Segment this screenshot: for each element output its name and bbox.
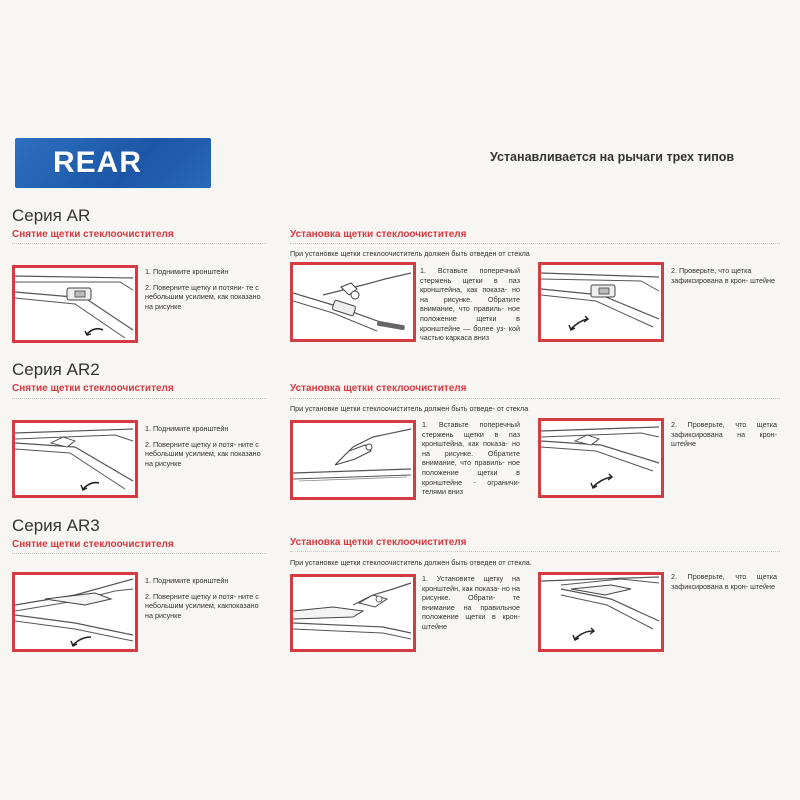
- series-title-ar3: Серия AR3: [12, 516, 100, 535]
- install-title-ar2: Установка щетки стеклоочистителя: [290, 383, 467, 394]
- install-step-1-ar: 1. Вставьте поперечный стержень щетки в паз кронштейна, как показа- но на рисунке. Обратите внимание, что правиль- ное положение щетки в кронштейне — более уз- кой частью каркаса вниз: [420, 266, 520, 343]
- removal-title-ar2: Снятие щетки стеклоочистителя: [12, 383, 174, 394]
- divider: [12, 398, 267, 399]
- removal-step-1: 1. Поднимите кронштейн: [145, 424, 229, 433]
- removal-step-2: 2. Поверните щетку и потяни- те с небольшим усилием, как показано на рисунке: [145, 282, 261, 311]
- wiper-removal-drawing: [15, 575, 135, 649]
- install-step-1-ar3: 1. Установите щетку на кронштейн, как показа- но на рисунке. Обрати- те внимание на правильное положение щетки в крон- штейне: [422, 574, 520, 631]
- wiper-install-drawing: [293, 423, 413, 497]
- install-illustration-ar3-1: [290, 574, 416, 652]
- divider: [12, 553, 267, 554]
- divider: [12, 243, 267, 244]
- install-step-2-ar3: 2. Проверьте, что щетка зафиксирована в крон- штейне: [671, 572, 777, 591]
- divider: [290, 243, 780, 244]
- headline: Устанавливается на рычаги трех типов: [490, 150, 735, 164]
- wiper-removal-drawing: [15, 268, 135, 340]
- install-illustration-ar2-2: [538, 418, 664, 498]
- install-note-ar: При установке щетки стеклоочиститель должен быть отведен от стекла: [290, 249, 530, 258]
- wiper-removal-drawing: [15, 423, 135, 495]
- install-illustration-ar2-1: [290, 420, 416, 500]
- wiper-check-drawing: [541, 265, 661, 339]
- install-note-ar2: При установке щетки стеклоочиститель должен быть отведе- от стекла: [290, 404, 529, 413]
- install-title-ar3: Установка щетки стеклоочистителя: [290, 537, 467, 548]
- wiper-check-drawing: [541, 421, 661, 495]
- removal-step-2: 2. Поверните щетку и потя- ните с небольшим усилием, какпоказано на рисунке: [145, 591, 259, 620]
- wiper-install-drawing: [293, 577, 413, 649]
- install-step-2-ar: 2. Проверьте, что щетка зафиксирована в крон- штейне: [671, 266, 776, 285]
- removal-title-ar: Снятие щетки стеклоочистителя: [12, 229, 174, 240]
- removal-title-ar3: Снятие щетки стеклоочистителя: [12, 539, 174, 550]
- removal-illustration-ar: [12, 265, 138, 343]
- divider: [290, 398, 780, 399]
- install-step-2-ar2: 2. Проверьте, что щетка зафиксирована на крон- штейне: [671, 420, 777, 449]
- install-illustration-ar3-2: [538, 572, 664, 652]
- wiper-check-drawing: [541, 575, 661, 649]
- rear-logo: [15, 138, 211, 188]
- wiper-install-drawing: [293, 265, 413, 339]
- removal-steps-ar2: [145, 424, 265, 474]
- removal-step-2: 2. Поверните щетку и потя- ните с небольшим усилием, как показано на рисунке: [145, 439, 261, 468]
- divider: [290, 551, 780, 552]
- removal-steps-ar3: [145, 576, 265, 626]
- removal-step-1: 1. Поднимите кронштейн: [145, 267, 229, 276]
- install-illustration-ar-1: [290, 262, 416, 342]
- install-title-ar: Установка щетки стеклоочистителя: [290, 229, 467, 240]
- install-note-ar3: При установке щетки стеклоочиститель должен быть отведен от стекла.: [290, 558, 532, 567]
- logo-text: REAR: [53, 146, 143, 179]
- install-step-1-ar2: 1. Вставьте поперечный стержень щетки в паз кронштейна, как показа- но на рисунке. Обратите внимание, что правиль- ное положение щетки в кронштейне - ограничи- телями вниз: [422, 420, 520, 497]
- series-title-ar: Серия AR: [12, 206, 91, 225]
- install-illustration-ar-2: [538, 262, 664, 342]
- removal-steps-ar: [145, 267, 265, 317]
- series-title-ar2: Серия AR2: [12, 360, 100, 379]
- removal-illustration-ar2: [12, 420, 138, 498]
- removal-step-1: 1. Поднимите кронштейн: [145, 576, 229, 585]
- removal-illustration-ar3: [12, 572, 138, 652]
